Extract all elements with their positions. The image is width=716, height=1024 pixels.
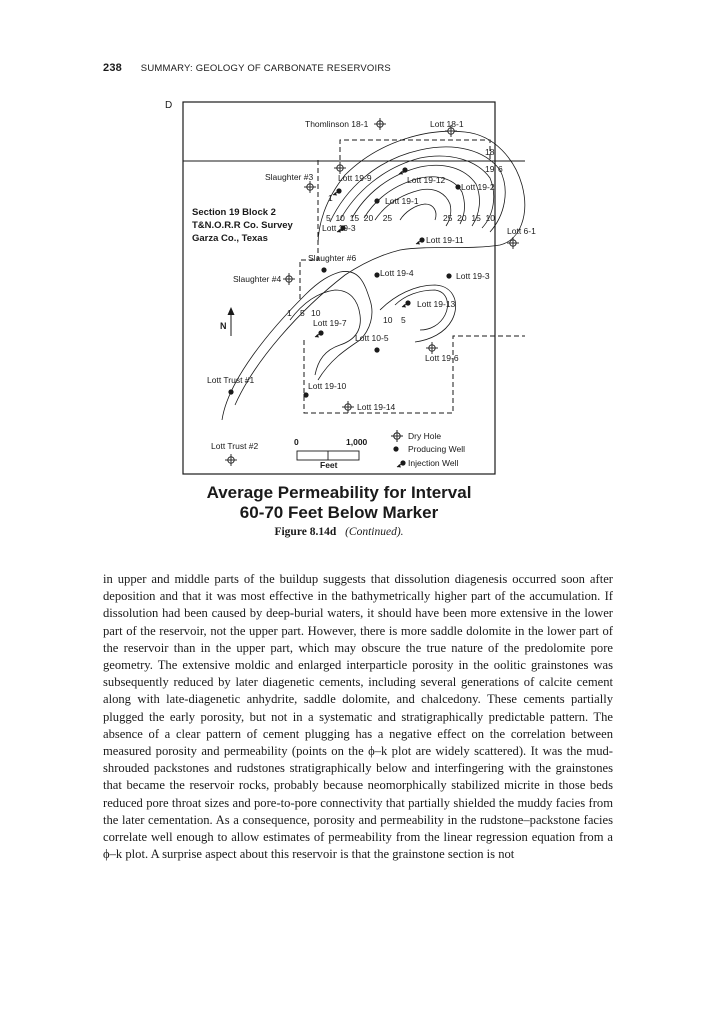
injection-well-icon: [402, 300, 411, 307]
dry-hole-symbols: [225, 118, 519, 466]
producing-well-icon: [393, 446, 398, 451]
well-label: Slaughter #6: [308, 253, 357, 263]
scale-unit: Feet: [320, 460, 338, 470]
well-label: Lott 19-12: [407, 175, 446, 185]
well-label: Lott 19-4: [380, 268, 414, 278]
contour-value: 10: [311, 308, 321, 318]
contour-value: 19: [485, 164, 495, 174]
figure-continued: (Continued).: [345, 526, 404, 538]
contour-value: 5: [401, 315, 406, 325]
section-info-line: Section 19 Block 2: [192, 207, 276, 218]
section-info-line: Garza Co., Texas: [192, 233, 268, 244]
legend-label: Dry Hole: [408, 431, 442, 441]
contour-value: 25 20 15 10: [443, 213, 495, 223]
well-label: Slaughter #3: [265, 172, 314, 182]
north-arrow-icon: [228, 307, 235, 336]
dry-hole-icon: [342, 401, 354, 413]
contour-line: [222, 271, 372, 420]
well-label: Lott 19-3: [456, 271, 490, 281]
well-label: Lott 19-13: [417, 299, 456, 309]
well-label: Lott 19-7: [313, 318, 347, 328]
injection-well-icon: [397, 460, 406, 467]
dry-hole-icon: [507, 237, 519, 249]
injection-well-icon: [416, 237, 425, 244]
producing-well-icon: [374, 198, 379, 203]
map-title: [183, 483, 495, 523]
producing-well-icon: [321, 267, 326, 272]
dry-hole-icon: [225, 454, 237, 466]
map-title-line: Average Permeability for Interval: [206, 483, 472, 502]
legend-label: Producing Well: [408, 444, 466, 454]
dry-hole-icon: [304, 181, 316, 193]
contour-value: 1: [287, 308, 292, 318]
producing-well-icon: [374, 347, 379, 352]
well-label: Lott 19-3: [322, 223, 356, 233]
well-label: Lott 10-5: [355, 333, 389, 343]
well-label: Lott Trust #2: [211, 441, 259, 451]
producing-well-icon: [303, 392, 308, 397]
dry-hole-icon: [283, 273, 295, 285]
map-frame: [183, 102, 495, 474]
contour-value: 10: [383, 315, 393, 325]
well-label: Lott Trust #1: [207, 375, 255, 385]
north-label: N: [220, 321, 227, 331]
scale-max: 1,000: [346, 437, 368, 447]
producing-well-icon: [446, 273, 451, 278]
section-info-line: T&N.O.R.R Co. Survey: [192, 220, 293, 231]
contour-line: [380, 285, 456, 342]
body-paragraph: in upper and middle parts of the buildup suggests that dissolution diagenesis occurred soon after deposition and that it was most effective in the bathymetrically higher part of the accumulation. If dissolution had been caused by deep-burial waters, it should have been more extensive in the lower part of the reservoir, not the upper part. However, there is more saddle dolomite in the lower part of the reservoir than in the upper part, which may obscure the true nature of the predolomite pore geometry. The extensive moldic and enlarged interparticle porosity in the oolitic grainstones was subsequently reduced by later diagenetic cements, including several generations of calcite cement along with late-diagenetic anhydrite, saddle dolomite, and chalcedony. These cements partially plugged the early porosity, but not in a systematic and stratigraphically predictable pattern. The absence of a clear pattern of cement plugging has a negative effect on the correlation between measured porosity and permeability (points on the ϕ–k plot are widely scattered). It was the mud-shrouded packstones and rudstones stratigraphically below and interfingering with the grainstones that became the reservoir rocks, probably because neomorphically stabilized micrite in those beds reduced pore throat sizes and pore-to-pore connectivity that partially shielded the muddy facies from the later cementation. As a consequence, porosity and permeability in the rudstone–packstone facies correlate well enough to allow estimates of permeability from the linear regression equation from a ϕ–k plot. A surprise aspect about this reservoir is that the grainstone section is not: [103, 572, 613, 862]
figure-number: Figure 8.14d: [274, 526, 337, 538]
dry-hole-icon: [374, 118, 386, 130]
contour-line: [400, 204, 436, 220]
well-label: Lott 19-1: [385, 196, 419, 206]
scale-zero: 0: [294, 437, 299, 447]
injection-well-icon: [399, 167, 408, 174]
running-title: SUMMARY: GEOLOGY OF CARBONATE RESERVOIRS: [140, 63, 391, 74]
contour-value: 18: [485, 147, 495, 157]
injection-well-icon: [315, 330, 324, 337]
page-number: 238: [103, 62, 122, 74]
corner-label: D: [165, 100, 173, 111]
contour-value: 6: [498, 164, 503, 174]
producing-well-icon: [455, 184, 460, 189]
dry-hole-icon: [391, 430, 403, 442]
well-label: Slaughter #4: [233, 274, 282, 284]
lease-boundary: [340, 140, 490, 161]
well-label: Lott 19-11: [426, 235, 464, 245]
contour-line: [290, 290, 360, 375]
legend-label: Injection Well: [408, 458, 459, 468]
well-label: Thomlinson 18-1: [305, 119, 369, 129]
contour-value: 5 10 15 20 25: [326, 213, 393, 223]
lease-boundary: [304, 336, 525, 413]
producing-well-icon: [374, 272, 379, 277]
well-label: Lott 19-9: [338, 173, 372, 183]
scale-bar: [297, 451, 359, 460]
well-label: Lott 19-10: [308, 381, 347, 391]
permeability-map: [0, 0, 716, 480]
figure-caption: [183, 526, 495, 538]
producing-well-icon: [228, 389, 233, 394]
well-label: Lott 6-1: [507, 226, 536, 236]
contour-value: 1: [328, 193, 333, 203]
well-label: Lott 19-6: [425, 353, 459, 363]
map-title-line: 60-70 Feet Below Marker: [239, 503, 439, 522]
well-label: Lott 19-2: [461, 182, 495, 192]
well-label: Lott 19-14: [357, 402, 396, 412]
contour-value: 5: [300, 308, 305, 318]
well-label: Lott 18-1: [430, 119, 464, 129]
